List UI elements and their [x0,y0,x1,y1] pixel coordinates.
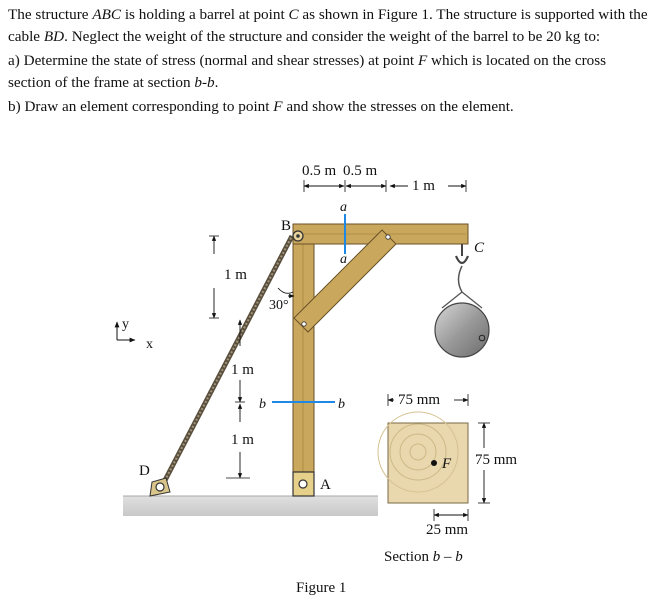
figure-caption: Figure 1 [296,580,347,596]
label-C: C [474,240,485,256]
support-a [293,472,314,496]
problem-part-a: a) Determine the state of stress (normal and shear stresses) at point F which is located on the cross section of the frame at section b-b. [8,52,607,91]
label-b-right: b [338,397,345,412]
dim-half-2: 0.5 m [343,163,378,179]
label-a-top: a [340,200,347,215]
dim-top-arrows [304,180,466,192]
dim-half-1: 0.5 m [302,163,337,179]
point-offset: 25 mm [426,522,469,538]
dim-middle: 1 m [231,362,254,378]
angle-arc [278,288,293,293]
dim-arm: 1 m [412,178,435,194]
axis-x-label: x [146,337,153,352]
point-f [431,460,437,466]
problem-intro: The structure ABC is holding a barrel at point C as shown in Figure 1. The structure is supported with the cable BD. Neglect the weight of the structure and consider the weight of the barrel to be 20 kg to: [8,6,648,45]
label-b-left: b [259,397,266,412]
angle-label: 30° [269,298,289,313]
section-height: 75 mm [475,452,518,468]
label-B: B [281,218,292,234]
problem-part-b: b) Draw an element corresponding to point F and show the stresses on the element. [8,98,514,115]
ground [123,496,378,516]
dim-upper: 1 m [224,267,247,283]
anchor-d [150,478,170,496]
dim-lower: 1 m [231,432,254,448]
label-F: F [442,456,452,472]
section-width: 75 mm [398,392,441,408]
vertical-post [293,230,314,496]
label-D: D [139,463,150,479]
barrel [435,303,489,357]
axis-y-label: y [122,317,129,332]
section-caption: Section b – b [384,549,463,565]
label-A: A [320,477,331,493]
label-a-bottom: a [340,252,347,267]
cross-section [378,412,468,503]
